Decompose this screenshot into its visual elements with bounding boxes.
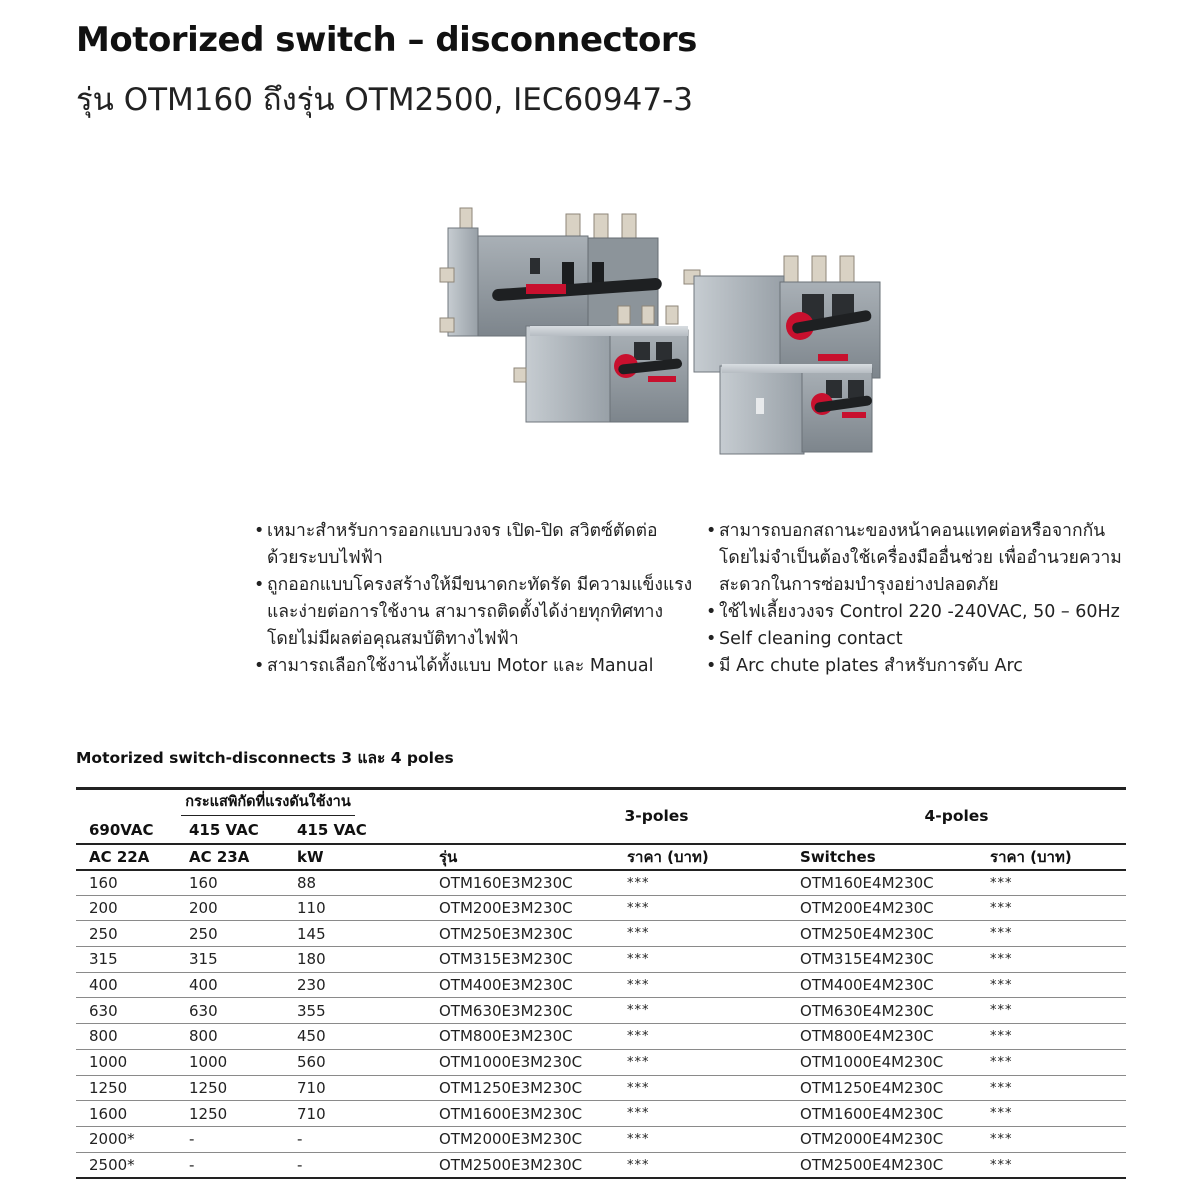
table-cell: ***: [990, 977, 1013, 993]
table-cell: 250: [89, 924, 118, 943]
column-header: Switches: [800, 847, 876, 866]
table-cell: OTM200E3M230C: [439, 899, 573, 918]
table-title: Motorized switch-disconnects 3 และ 4 poles: [76, 749, 454, 767]
table-cell: OTM400E3M230C: [439, 976, 573, 995]
table-row: [76, 1049, 1126, 1075]
table-row: [76, 1101, 1126, 1127]
table-cell: 250: [189, 924, 218, 943]
table-cell: 1000: [189, 1053, 228, 1072]
table-cell: OTM1250E3M230C: [439, 1078, 583, 1097]
table-cell: ***: [990, 900, 1013, 916]
table-row: [76, 921, 1126, 947]
column-header-row: [76, 844, 1126, 870]
table-row: [76, 870, 1126, 896]
table-cell: 200: [89, 899, 118, 918]
voltage-header: 415 VAC: [189, 820, 259, 839]
column-header: ราคา (บาท): [990, 847, 1072, 866]
table-cell: 560: [297, 1053, 326, 1072]
table-cell: 710: [297, 1078, 326, 1097]
table-cell: 400: [89, 976, 118, 995]
table-row: [76, 1075, 1126, 1101]
table-cell: OTM160E3M230C: [439, 873, 573, 892]
table-cell: ***: [627, 1029, 650, 1045]
table-cell: -: [297, 1155, 303, 1174]
table-cell: 145: [297, 924, 326, 943]
table-cell: 355: [297, 1001, 326, 1020]
table-cell: -: [189, 1130, 195, 1149]
table-cell: ***: [627, 875, 650, 891]
table-cell: 400: [189, 976, 218, 995]
table-cell: 630: [189, 1001, 218, 1020]
table-cell: ***: [627, 900, 650, 916]
table-cell: ***: [990, 1054, 1013, 1070]
column-header: kW: [297, 847, 324, 866]
table-cell: 160: [89, 873, 118, 892]
feature-item: • ใช้ไฟเลี้ยงวงจร Control 220 -240VAC, 50 – 60Hz: [706, 599, 1146, 626]
table-cell: OTM400E4M230C: [800, 976, 934, 995]
table-cell: ***: [627, 1106, 650, 1122]
feature-item: • ถูกออกแบบโครงสร้างให้มีขนาดกะทัดรัด มีความแข็งแรง และง่ายต่อการใช้งาน สามารถติดตั้งได้ง่ายทุกทิศทาง โดยไม่มีผลต่อคุณสมบัติทางไฟฟ้า: [254, 572, 694, 653]
table-cell: OTM160E4M230C: [800, 873, 934, 892]
table-cell: ***: [627, 1131, 650, 1147]
table-row: [76, 998, 1126, 1024]
table-cell: OTM1000E3M230C: [439, 1053, 583, 1072]
table-cell: ***: [627, 1157, 650, 1173]
table-cell: OTM1600E3M230C: [439, 1104, 583, 1123]
product-image: [430, 198, 900, 480]
table-cell: 800: [189, 1027, 218, 1046]
column-header: AC 23A: [189, 847, 250, 866]
table-cell: 88: [297, 873, 317, 892]
table-cell: ***: [990, 875, 1013, 891]
table-cell: ***: [990, 1131, 1013, 1147]
switch-large-right: [684, 256, 880, 378]
table-cell: 1250: [189, 1104, 228, 1123]
table-cell: ***: [627, 1003, 650, 1019]
table-cell: ***: [627, 952, 650, 968]
table-cell: OTM315E3M230C: [439, 950, 573, 969]
table-cell: 1250: [189, 1078, 228, 1097]
feature-item: • เหมาะสำหรับการออกแบบวงจร เปิด-ปิด สวิตซ์ตัดต่อ ด้วยระบบไฟฟ้า: [254, 518, 694, 572]
rated-current-header: กระแสพิกัดที่แรงดันใช้งาน: [76, 789, 426, 817]
table-cell: 2000*: [89, 1130, 135, 1149]
table-cell: 1000: [89, 1053, 128, 1072]
column-header: รุ่น: [439, 847, 458, 866]
table-row: [76, 895, 1126, 921]
table-cell: ***: [990, 926, 1013, 942]
table-cell: 710: [297, 1104, 326, 1123]
feature-item: • สามารถเลือกใช้งานได้ทั้งแบบ Motor และ Manual: [254, 653, 694, 680]
voltage-header: 690VAC: [89, 820, 154, 839]
table-cell: 1600: [89, 1104, 128, 1123]
column-header: AC 22A: [89, 847, 150, 866]
four-poles-header: 4-poles: [787, 789, 1126, 844]
table-cell: OTM800E4M230C: [800, 1027, 934, 1046]
switch-small-right: [720, 364, 873, 454]
page-title: Motorized switch – disconnectors: [76, 20, 697, 60]
feature-item: • มี Arc chute plates สำหรับการดับ Arc: [706, 653, 1146, 680]
table-cell: OTM800E3M230C: [439, 1027, 573, 1046]
feature-list-left: [254, 518, 694, 680]
table-cell: ***: [627, 1054, 650, 1070]
table-cell: OTM1250E4M230C: [800, 1078, 944, 1097]
table-cell: ***: [990, 1080, 1013, 1096]
table-cell: OTM2000E3M230C: [439, 1130, 583, 1149]
table-cell: 450: [297, 1027, 326, 1046]
table-body: [76, 870, 1126, 1178]
table-cell: OTM315E4M230C: [800, 950, 934, 969]
table-cell: -: [297, 1130, 303, 1149]
voltage-header: 415 VAC: [297, 820, 367, 839]
table-cell: 2500*: [89, 1155, 135, 1174]
page-subtitle: รุ่น OTM160 ถึงรุ่น OTM2500, IEC60947-3: [76, 82, 693, 118]
table-row: [76, 972, 1126, 998]
feature-item: • สามารถบอกสถานะของหน้าคอนแทคต่อหรือจากกัน โดยไม่จำเป็นต้องใช้เครื่องมืออื่นช่วย เพื่ออำนวยความ สะดวกในการซ่อมบำรุงอย่างปลอดภัย: [706, 518, 1146, 599]
table-cell: ***: [990, 1157, 1013, 1173]
feature-item: • Self cleaning contact: [706, 626, 1146, 653]
table-cell: 110: [297, 899, 326, 918]
table-cell: ***: [627, 1080, 650, 1096]
table-cell: OTM200E4M230C: [800, 899, 934, 918]
table-row: [76, 1024, 1126, 1050]
table-cell: 630: [89, 1001, 118, 1020]
table-cell: OTM2000E4M230C: [800, 1130, 944, 1149]
table-cell: 200: [189, 899, 218, 918]
table-cell: OTM2500E4M230C: [800, 1155, 944, 1174]
column-header: ราคา (บาท): [627, 847, 709, 866]
table-cell: ***: [627, 977, 650, 993]
table-cell: ***: [990, 1029, 1013, 1045]
feature-list-right: [706, 518, 1146, 680]
table-cell: OTM630E4M230C: [800, 1001, 934, 1020]
table-cell: 800: [89, 1027, 118, 1046]
table-row: [76, 947, 1126, 973]
table-cell: ***: [627, 926, 650, 942]
table-cell: OTM250E4M230C: [800, 924, 934, 943]
table-cell: ***: [990, 1106, 1013, 1122]
table-cell: 315: [89, 950, 118, 969]
table-cell: 230: [297, 976, 326, 995]
table-cell: 315: [189, 950, 218, 969]
table-cell: 180: [297, 950, 326, 969]
table-cell: -: [189, 1155, 195, 1174]
table-cell: OTM2500E3M230C: [439, 1155, 583, 1174]
table-cell: ***: [990, 1003, 1013, 1019]
table-cell: 1250: [89, 1078, 128, 1097]
table-row: [76, 1152, 1126, 1178]
table-cell: ***: [990, 952, 1013, 968]
table-cell: 160: [189, 873, 218, 892]
spec-table: [76, 787, 1126, 1179]
table-cell: OTM1000E4M230C: [800, 1053, 944, 1072]
table-cell: OTM630E3M230C: [439, 1001, 573, 1020]
table-row: [76, 1126, 1126, 1152]
table-cell: OTM1600E4M230C: [800, 1104, 944, 1123]
table-cell: OTM250E3M230C: [439, 924, 573, 943]
three-poles-header: 3-poles: [426, 789, 787, 844]
